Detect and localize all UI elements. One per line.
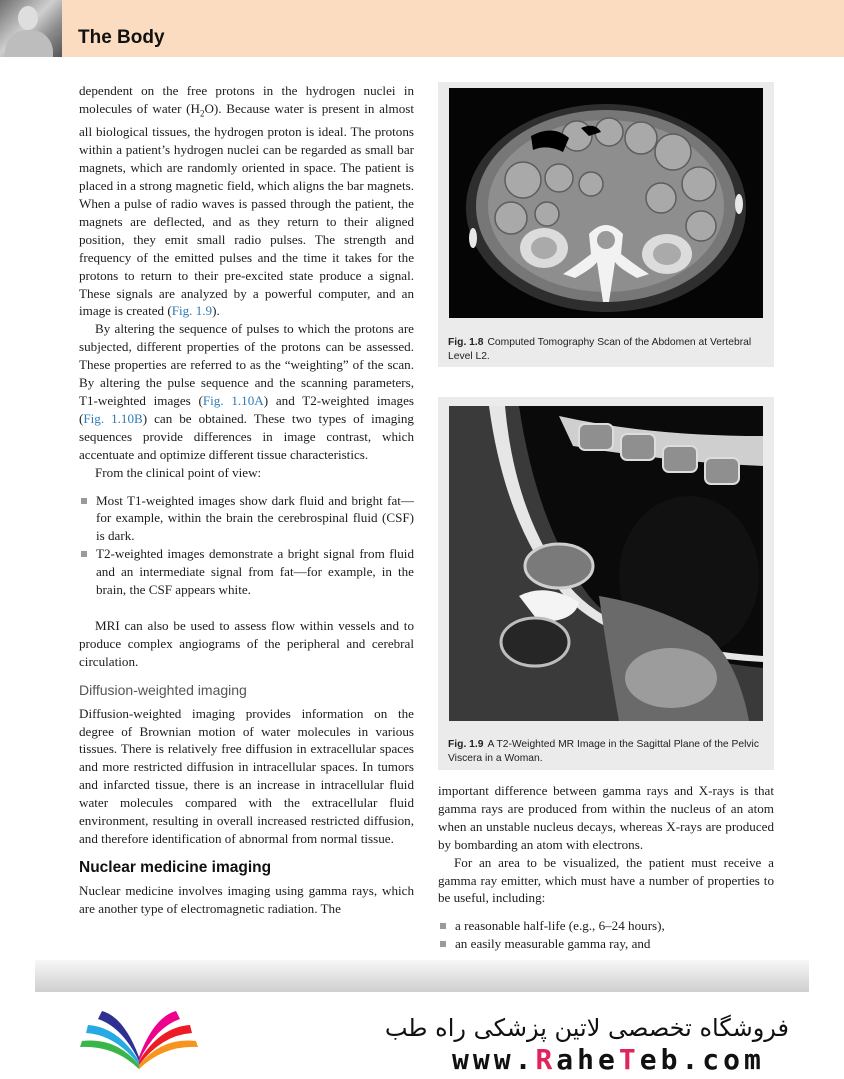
body-thumbnail-image: [0, 0, 62, 57]
page-bottom-shadow: [35, 960, 809, 992]
ct-scan-drawing: [449, 88, 763, 318]
paragraph-mri-protons: dependent on the free protons in the hydrogen nuclei in molecules of water $(H_2O)$. Because water is present in almost all biological tissues, the hydrogen proton is ideal. The protons within a patient’s hydrogen nuclei can be regarded as small bar magnets, which are randomly oriented in space. The patient is placed in a strong magnetic field, which aligns the bar magnets. When a pulse of radio waves is passed through the patient, the magnets are deflected, and as they return to their aligned position, they emit small radio pulses. The strength and frequency of the emitted pulses and the time it takes for the protons to return to their pre-excited state produce a signal. These signals are analyzed by a powerful computer, and an image is created (Fig. 1.9).: [79, 83, 414, 319]
bullet-item: T2-weighted images demonstrate a bright signal from fluid and an intermediate signal from fat—for example, in the brain, the CSF appears white.: [79, 545, 414, 599]
figure-1-8: [438, 82, 774, 367]
bullet-list-t1-t2: [79, 492, 414, 599]
paragraph-mri-flow: MRI can also be used to assess flow within vessels and to produce complex angiograms of the peripheral and cerebral circulation.: [79, 617, 414, 669]
figure-label: Fig. 1.9: [448, 739, 484, 750]
fig-1-10b-link[interactable]: Fig. 1.10B: [83, 410, 143, 426]
bullet-item: Most T1-weighted images show dark fluid and bright fat—for example, within the brain the cerebrospinal fluid (CSF) is dark.: [79, 492, 414, 546]
right-column: [438, 782, 774, 953]
paragraph-weighting: By altering the sequence of pulses to which the protons are subjected, different properties of the protons can be assessed. These properties are referred to as the “weighting” of the scan. By altering the pulse sequence and the scanning parameters, T1-weighted images (Fig. 1.10A) and T2-weighted images (Fig. 1.10B) can be obtained. These two types of imaging sequences provide differences in image contrast, which accentuate and optimize different tissue characteristics.: [79, 321, 415, 462]
figure-label: Fig. 1.8: [448, 337, 484, 348]
bullet-item: a reasonable half-life (e.g., 6–24 hours),: [438, 917, 774, 935]
paragraph-gamma-emitter: For an area to be visualized, the patient must receive a gamma ray emitter, which must have a number of properties to be useful, including:: [438, 854, 774, 906]
mr-image-drawing: [449, 406, 763, 721]
fig-1-10a-link[interactable]: Fig. 1.10A: [202, 393, 264, 409]
watermark-banner: [0, 993, 844, 1079]
paragraph-clinical-intro: From the clinical point of view:: [95, 464, 262, 480]
paragraph-diffusion: Diffusion-weighted imaging provides information on the degree of Brownian motion of water molecules in various tissues. There is relatively free diffusion in extracellular spaces and more restricted diffusion in intracellular spaces. In tumors and infarcted tissue, there is an increase in intracellular fluid water molecules compared with the extracellular fluid environment, resulting in overall increased restricted diffusion, and therefore identification of abnormal from normal tissue.: [79, 705, 414, 846]
running-header: [0, 0, 844, 57]
ct-scan-image: [449, 88, 763, 318]
watermark-url[interactable]: www.RaheTeb.com: [452, 1043, 765, 1076]
thumbnail-shoulder-shape: [5, 30, 53, 57]
paragraph-nuclear: Nuclear medicine involves imaging using gamma rays, which are another type of electromagnetic radiation. The: [79, 882, 414, 916]
mr-image: [449, 406, 763, 721]
section-heading-nuclear: Nuclear medicine imaging: [79, 858, 272, 876]
paragraph-gamma-vs-xray: important difference between gamma rays and X-rays is that gamma rays are produced from within the nucleus of an atom when an unstable nucleus decays, whereas X-rays are produced by bombarding an atom with electrons.: [438, 783, 774, 852]
section-heading-diffusion: Diffusion-weighted imaging: [79, 681, 247, 698]
fig-1-9-link[interactable]: Fig. 1.9: [171, 303, 213, 319]
thumbnail-head-shape: [18, 6, 38, 30]
figure-1-8-caption: [448, 336, 764, 363]
figure-caption-text: Computed Tomography Scan of the Abdomen at Vertebral Level L2.: [448, 337, 752, 362]
figure-1-9: [438, 397, 774, 770]
figure-1-9-caption: [448, 738, 764, 765]
bullet-list-properties: [438, 917, 774, 953]
left-column: [79, 82, 414, 918]
figure-caption-text: A T2-Weighted MR Image in the Sagittal Plane of the Pelvic Viscera in a Woman.: [448, 739, 759, 764]
watermark-persian-text: فروشگاه تخصصی لاتین پزشکی راه طب: [384, 1014, 789, 1042]
chapter-title: The Body: [78, 27, 165, 48]
open-book-logo-icon: [76, 1007, 202, 1073]
bullet-item: an easily measurable gamma ray, and: [438, 935, 774, 953]
